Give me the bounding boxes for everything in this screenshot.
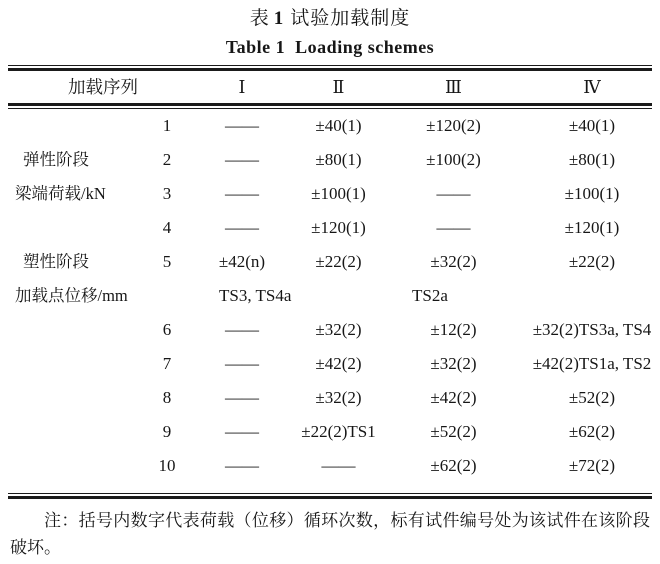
sequence-cell: 5 (162, 252, 172, 271)
table-row (8, 245, 652, 279)
data-cell: —— (225, 150, 259, 169)
data-cell: ±22(2)TS1 (301, 422, 376, 441)
data-cell: —— (225, 388, 259, 407)
data-cell: ±80(1) (568, 150, 616, 169)
sequence-cell: 9 (162, 422, 172, 441)
table-note: 注：括号内数字代表荷载（位移）循环次数，标有试件编号处为该试件在该阶段破坏。 (10, 511, 650, 557)
data-cell: ±120(2) (426, 116, 481, 135)
data-cell: —— (321, 456, 356, 475)
data-cell: ±22(2) (315, 252, 362, 271)
data-cell: ±62(2) (568, 422, 616, 441)
table-row (8, 211, 652, 245)
table-top-rule (8, 65, 652, 71)
table-title-cn-text: 试验加载制度 (290, 8, 411, 29)
data-cell: ±32(2) (315, 320, 362, 339)
specimen-cell: TS2a (412, 286, 448, 305)
stage-label: 塑性阶段 (23, 252, 89, 271)
sequence-cell: 8 (162, 388, 172, 407)
table-row (8, 347, 652, 381)
data-cell: ±80(1) (315, 150, 362, 169)
table-title-cn (8, 4, 652, 34)
data-cell: ±12(2) (430, 320, 477, 339)
data-cell: ±32(2) (430, 354, 477, 373)
sequence-cell: 1 (162, 116, 172, 135)
table-row-specimen-ids (8, 279, 652, 313)
data-cell: —— (225, 116, 259, 135)
specimen-cell: TS3, TS4a (219, 286, 292, 305)
column-header-sequence: 加载序列 (68, 77, 138, 97)
sequence-cell: 3 (162, 184, 172, 203)
data-cell: ±100(2) (426, 150, 481, 169)
column-header-III: Ⅲ (445, 77, 462, 97)
data-cell: ±100(1) (311, 184, 366, 203)
sequence-cell: 4 (162, 218, 172, 237)
stage-label: 梁端荷载/kN (15, 184, 106, 203)
column-header-I: Ⅰ (238, 77, 246, 97)
table-row (8, 313, 652, 347)
data-cell: ±32(2) (315, 388, 362, 407)
data-cell: ±72(2) (568, 456, 616, 475)
table-row (8, 109, 652, 143)
table-bottom-rule (8, 493, 652, 499)
table-header-row (8, 71, 652, 103)
sequence-cell: 6 (162, 320, 172, 339)
data-cell: ±40(1) (568, 116, 616, 135)
data-cell: ±40(1) (315, 116, 362, 135)
column-header-II: Ⅱ (332, 77, 345, 97)
data-cell: ±32(2) (430, 252, 477, 271)
data-cell: ±52(2) (568, 388, 616, 407)
sequence-cell: 10 (158, 456, 176, 475)
table-body (8, 109, 652, 483)
data-cell: —— (225, 320, 259, 339)
table-row (8, 177, 652, 211)
table-row (8, 449, 652, 483)
data-cell: ±42(n) (218, 252, 266, 271)
data-cell: ±120(1) (311, 218, 366, 237)
stage-label: 弹性阶段 (23, 150, 89, 169)
sequence-cell: 7 (162, 354, 172, 373)
data-cell: ±32(2)TS3a, TS4 (532, 320, 652, 339)
data-cell: ±22(2) (568, 252, 616, 271)
data-cell: ±120(1) (564, 218, 620, 237)
table-row (8, 143, 652, 177)
table-header-rule (8, 103, 652, 109)
data-cell: —— (225, 218, 259, 237)
stage-label: 加载点位移/mm (15, 286, 128, 305)
data-cell: ±52(2) (430, 422, 477, 441)
data-cell: —— (225, 422, 259, 441)
table-title-cn-prefix: 表 (249, 8, 270, 29)
data-cell: ±42(2)TS1a, TS2 (532, 354, 652, 373)
data-cell: —— (225, 456, 259, 475)
table-row (8, 381, 652, 415)
table-title-en (8, 34, 652, 62)
data-cell: ±100(1) (564, 184, 620, 203)
column-header-IV: Ⅳ (583, 77, 601, 97)
data-cell: —— (436, 184, 471, 203)
data-cell: ±62(2) (430, 456, 477, 475)
data-cell: —— (436, 218, 471, 237)
table-row (8, 415, 652, 449)
table-title-cn-number: 1 (273, 8, 285, 29)
data-cell: —— (225, 184, 259, 203)
sequence-cell: 2 (162, 150, 172, 169)
table-title-en-number: Table 1 (225, 37, 286, 57)
data-cell: ±42(2) (315, 354, 362, 373)
data-cell: —— (225, 354, 259, 373)
table-title-en-text: Loading schemes (295, 37, 435, 57)
data-cell: ±42(2) (430, 388, 477, 407)
